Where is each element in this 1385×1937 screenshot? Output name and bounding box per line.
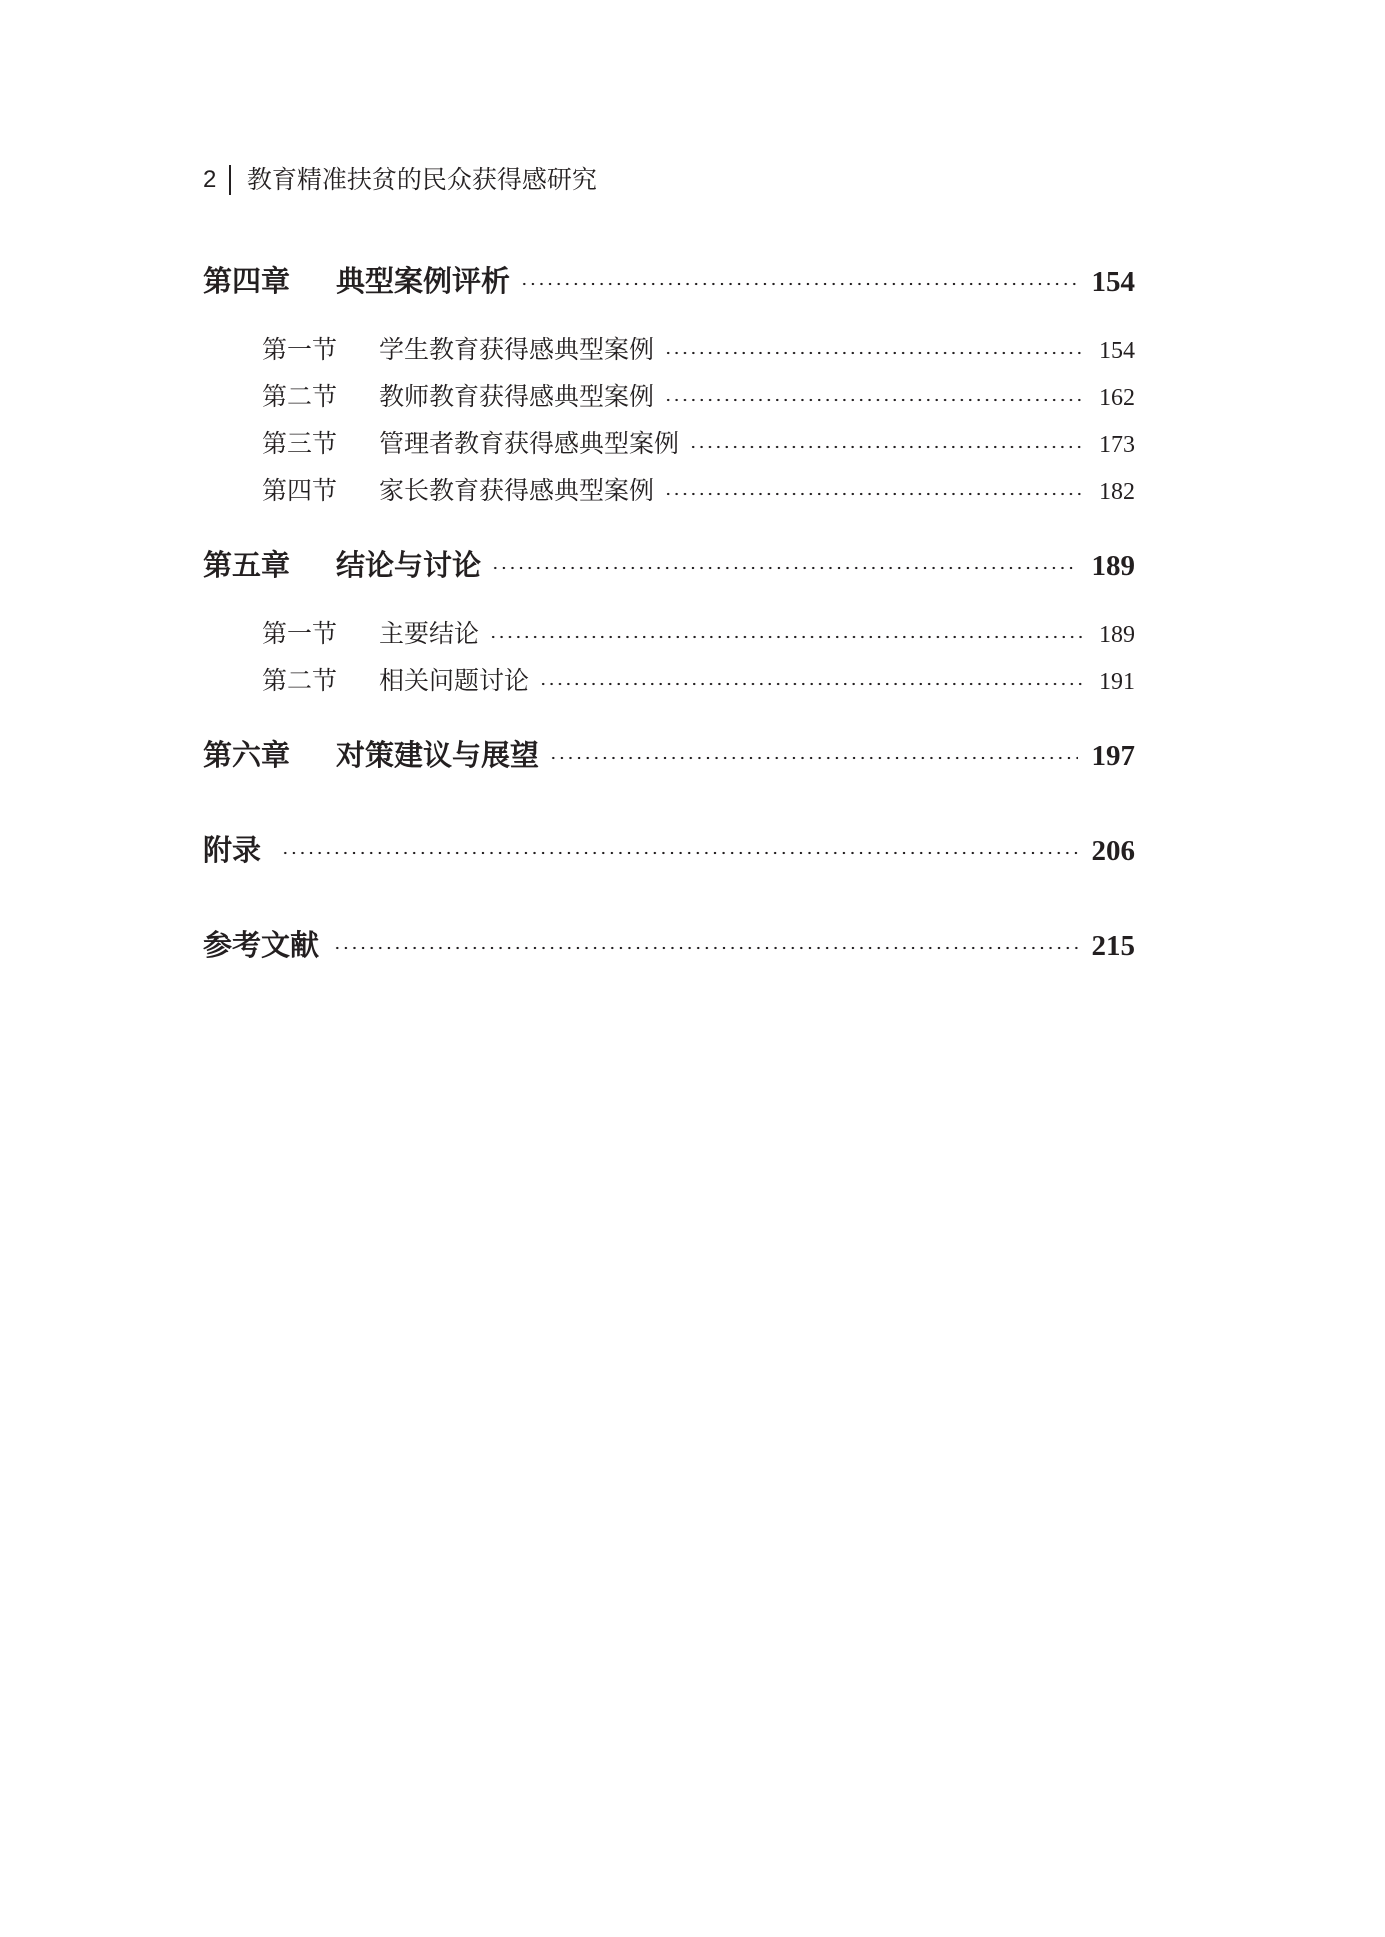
chapter-page-number: 154 (1091, 266, 1135, 298)
section-page-number: 154 (1099, 338, 1135, 364)
section-title: 管理者教育获得感典型案例 (379, 429, 680, 458)
dot-leader (333, 946, 1077, 950)
dot-leader (520, 282, 1077, 286)
toc-section-4-2[interactable] (203, 378, 1135, 416)
dot-leader (489, 635, 1085, 639)
dot-leader (664, 492, 1085, 496)
section-label: 第一节 (262, 619, 338, 648)
toc-chapter-5[interactable] (203, 543, 1135, 587)
section-page-number: 182 (1099, 479, 1135, 505)
header-divider (229, 165, 231, 195)
appendix-page-number: 206 (1091, 835, 1135, 867)
toc-section-4-4[interactable] (203, 472, 1135, 510)
references-page-number: 215 (1091, 930, 1135, 962)
running-header (203, 162, 597, 198)
chapter-label: 第五章 (203, 548, 291, 582)
chapter-title: 对策建议与展望 (336, 738, 540, 772)
dot-leader (549, 756, 1077, 760)
chapter-label: 第六章 (203, 738, 291, 772)
toc-chapter-6[interactable] (203, 733, 1135, 777)
header-book-title: 教育精准扶贫的民众获得感研究 (246, 165, 597, 194)
section-label: 第二节 (262, 666, 338, 695)
header-page-number: 2 (203, 166, 217, 193)
section-title: 教师教育获得感典型案例 (379, 382, 655, 411)
toc-appendix[interactable] (203, 828, 1135, 872)
section-page-number: 173 (1099, 432, 1135, 458)
section-label: 第一节 (262, 335, 338, 364)
references-title: 参考文献 (203, 928, 320, 962)
dot-leader (664, 398, 1085, 402)
toc-section-5-1[interactable] (203, 615, 1135, 653)
section-label: 第四节 (262, 476, 338, 505)
appendix-title: 附录 (203, 833, 262, 867)
dot-leader (281, 851, 1077, 855)
section-title: 相关问题讨论 (379, 666, 530, 695)
section-label: 第二节 (262, 382, 338, 411)
toc-section-4-1[interactable] (203, 331, 1135, 369)
chapter-title: 结论与讨论 (336, 548, 482, 582)
chapter-page-number: 197 (1091, 740, 1135, 772)
chapter-label: 第四章 (203, 264, 291, 298)
toc-references[interactable] (203, 923, 1135, 967)
section-page-number: 191 (1099, 669, 1135, 695)
section-page-number: 162 (1099, 385, 1135, 411)
section-title: 家长教育获得感典型案例 (379, 476, 655, 505)
dot-leader (664, 351, 1085, 355)
toc-section-4-3[interactable] (203, 425, 1135, 463)
section-page-number: 189 (1099, 622, 1135, 648)
chapter-title: 典型案例评析 (336, 264, 511, 298)
dot-leader (491, 566, 1077, 570)
toc-chapter-4[interactable] (203, 259, 1135, 303)
toc-section-5-2[interactable] (203, 662, 1135, 700)
section-title: 主要结论 (379, 619, 480, 648)
dot-leader (539, 682, 1085, 686)
dot-leader (689, 445, 1085, 449)
section-title: 学生教育获得感典型案例 (379, 335, 655, 364)
chapter-page-number: 189 (1091, 550, 1135, 582)
section-label: 第三节 (262, 429, 338, 458)
